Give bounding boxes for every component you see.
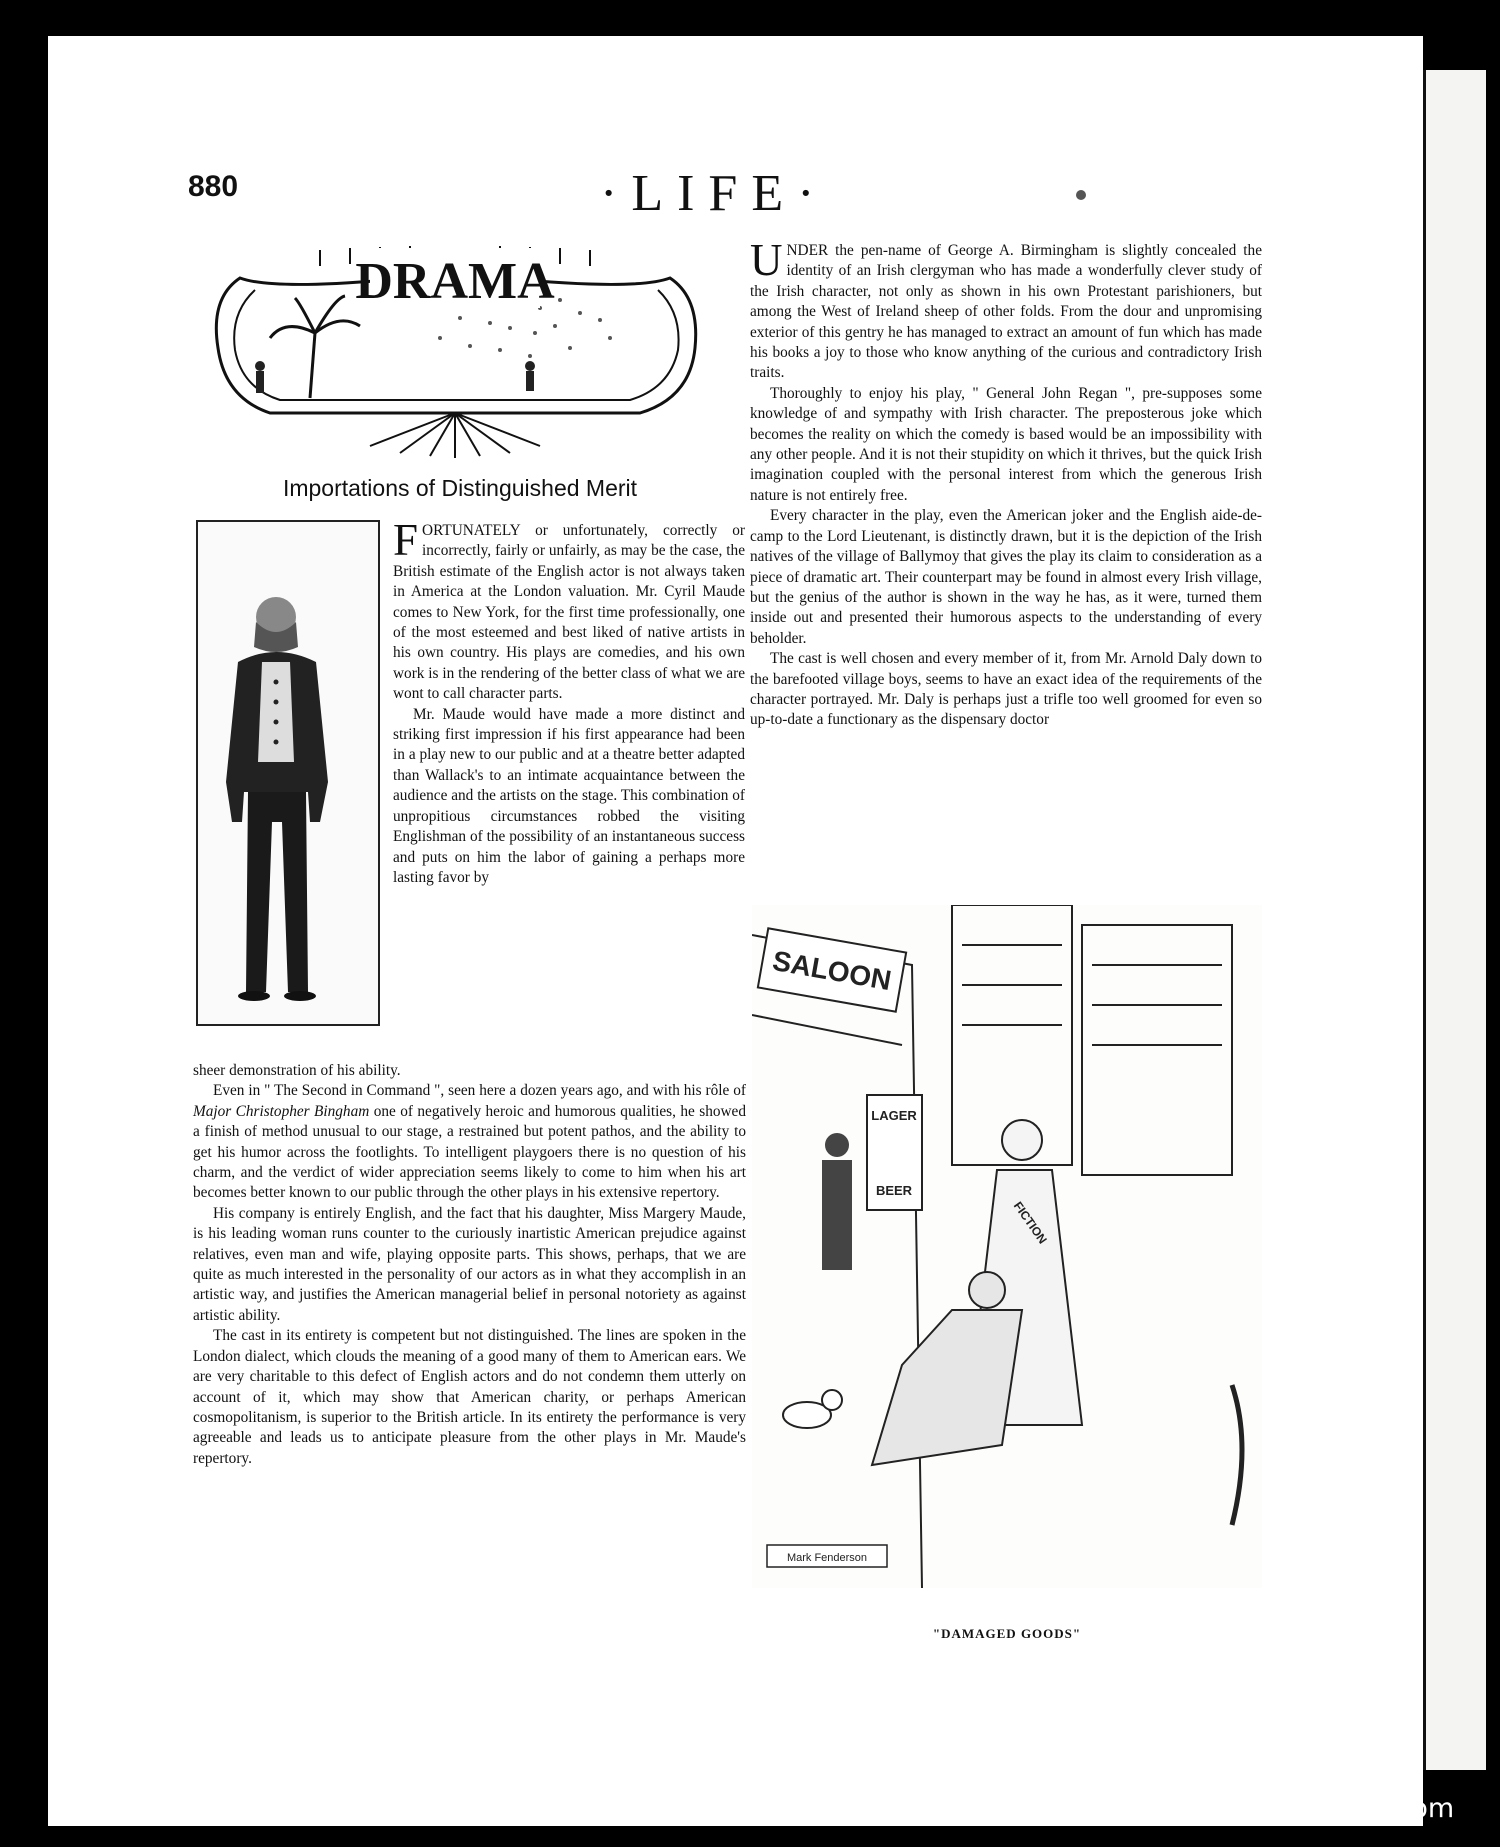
paragraph-cast: The cast in its entirety is competent but not distinguished. The lines are spoken in the London dialect, which clouds the meaning of a good many of them to American ears. We are very charitable to this defect of English actors and do not condemn them utterly on account of it, which may show that American charity, or perhaps American cosmopolitanism, is superior to the British article. In its entirety the performance is very agreeable and leads us to anticipate pleasure from the other plays in Mr. Maude's repertory. [193, 1327, 746, 1467]
lead-paragraph-2: Mr. Maude would have made a more distinct and striking first impression if his first appearance had been in a play new to our public and at a theatre better adapted than Wallack's to an intimate acquaintance between the audience and the artists on the stage. This combination of unpropitious circumstances robbed the visiting Englishman of the possibility of an instantaneous success and puts on him the labor of gaining a perhaps more lasting favor by [393, 705, 745, 886]
facing-page-edge [1423, 70, 1486, 1770]
p2-text-b: one of negatively heroic and humorous qualities, he showed a finish of method unusual to our stage, a restrained but potent pathos, and the ability to get his humor across the footlights. To intelligent playgoers there is no question of his charm, and the verdict of wider appreciation seems likely to come to him when his art becomes better known to our public through the other plays in his extensive repertory. [193, 1102, 746, 1202]
artist-signature: Mark Fenderson [786, 1552, 868, 1564]
lead-paragraph-1: ORTUNATELY or unfortunately, correctly or incorrectly, fairly or unfairly, as may be the case, the British estimate of the English actor is not always taken in America at the London valuation. Mr. Cyril Maude comes to New York, for the first time professionally, one of the most esteemed and best liked of native artists in his own country. His plays are comedies, and his own work is in the rendering of the better class of what we are wont to call character parts. [393, 522, 745, 703]
right-column-review [750, 235, 1262, 731]
lead-paragraphs [393, 515, 745, 888]
lager-poster-text: LAGER [871, 1108, 917, 1123]
drama-banner-title: DRAMA [355, 253, 555, 310]
saloon-sign-text: SALOON [770, 944, 894, 997]
drop-cap-f: F [393, 515, 419, 565]
fiction-sash-text: FICTION [1010, 1199, 1050, 1247]
p2-text-a: Even in " The Second in Command ", seen here a dozen years ago, and with his rôle of [213, 1082, 746, 1100]
terrier-dog [783, 1390, 842, 1428]
watermark: comicbooks.com [1228, 1793, 1455, 1824]
right-paragraph-2: Thoroughly to enjoy his play, " General John Regan ", pre-supposes some knowledge of and sympathy with Irish character. The preposterous joke which becomes the reality on which the comedy is based would be an impossibility with any other people. And it is not their stupidity on which it thrives, but the quick Irish imagination coupled with the personal interest from which the generous Irish nature is not entirely free. [750, 384, 1262, 504]
beer-poster-text: BEER [875, 1183, 913, 1198]
kneeling-woman [872, 1272, 1022, 1465]
magazine-title: ·LIFE· [600, 165, 829, 222]
dancers [255, 361, 535, 393]
stage-floor-rays [370, 413, 540, 458]
damaged-goods-cartoon [752, 905, 1262, 1588]
ink-spot [1076, 190, 1086, 200]
role-name: Major Christopher Bingham [193, 1102, 370, 1120]
right-paragraph-1: NDER the pen-name of George A. Birmingham is slightly concealed the identity of an Irish clergyman who has made a wonderfully clever study of the Irish character, not only as shown in his own Protestant parishioners, but among the West of Ireland sheep of other folds. From the dour and unpromising exterior of this gentry he has managed to extract an amount of fun which has made his books a joy to those who know anything of the curious and contradictory Irish traits. [750, 242, 1262, 382]
page-header [188, 165, 1368, 230]
article-title: Importations of Distinguished Merit [282, 475, 638, 501]
cyril-maude-portrait [196, 520, 380, 1026]
palm-plant [270, 296, 360, 398]
man-bystander [822, 1133, 852, 1270]
right-paragraph-3: Every character in the play, even the American joker and the English aide-de-camp to the Lord Lieutenant, is distinctly drawn, but it is the depiction of the Irish natives of the village of Ballymoy that gives the play its claim to consideration as a piece of dramatic art. Their counterpart may be found in almost every Irish village, but the genius of the author is shown in the way he has, as it were, turned them inside out and presented their humorous aspects to the understanding of every beholder. [750, 507, 1262, 647]
drop-cap-u: U [750, 235, 783, 285]
paragraph-second-in-command [193, 1081, 746, 1203]
cart-wheel [1232, 1385, 1242, 1525]
cartoon-caption: "DAMAGED GOODS" [932, 1626, 1082, 1641]
drama-banner [200, 238, 710, 463]
right-paragraph-4: The cast is well chosen and every member of it, from Mr. Arnold Daly down to the barefooted village boys, seems to have an exact idea of the requirements of the character portrayed. Mr. Daly is perhaps just a trifle too well groomed for even so up-to-date a functionary as the dispensary doctor [750, 650, 1262, 729]
article-continuation [193, 1061, 746, 1469]
continued-line: sheer demonstration of his ability. [193, 1062, 401, 1079]
paragraph-company: His company is entirely English, and the fact that his daughter, Miss Margery Maude, is his leading woman runs counter to the curiously inartistic American prejudice against relatives, even man and wife, playing opposite parts. This shows, perhaps, that we are quite as much interested in the personality of our actors as in what they accomplish in an artistic way, and justifies the American managerial belief in personal notoriety as against artistic ability. [193, 1204, 746, 1324]
page-number: 880 [188, 170, 239, 203]
